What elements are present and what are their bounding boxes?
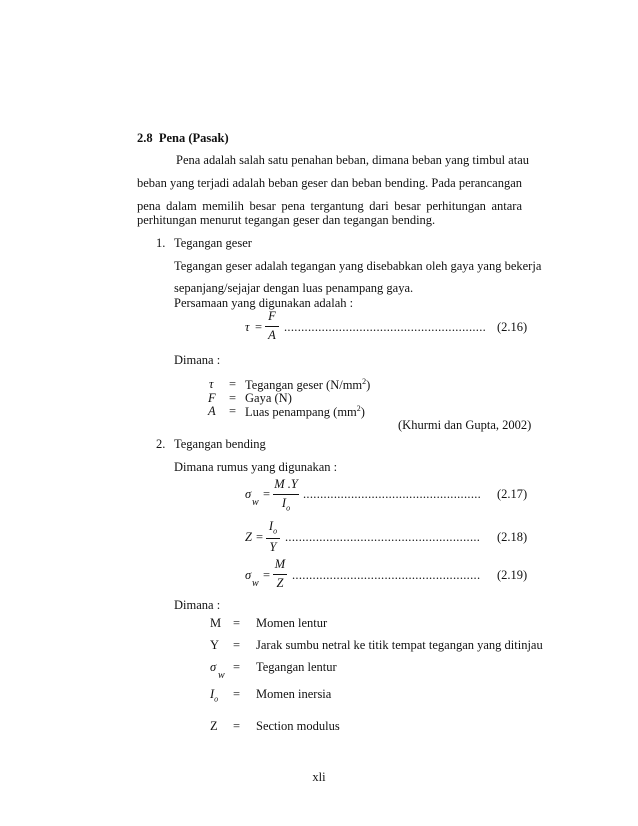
eq18-dots: ......................................................... bbox=[285, 530, 481, 544]
eq16-dots: ........................................................... bbox=[284, 320, 487, 334]
eq19-number: (2.19) bbox=[497, 568, 528, 582]
def-m-text: Momen lentur bbox=[256, 616, 328, 630]
eq17-lhs: σ bbox=[245, 487, 252, 501]
eq18-fraction bbox=[266, 519, 280, 555]
eq18-lhs: Z bbox=[245, 530, 252, 544]
def-io-text: Momen inersia bbox=[256, 687, 332, 701]
def-z-text: Section modulus bbox=[256, 719, 340, 733]
def-z-equals: = bbox=[233, 719, 241, 733]
def-sigma-text: Tegangan lentur bbox=[256, 660, 337, 674]
paragraph-line-4: perhitungan menurut tegangan geser dan tegangan bending. bbox=[137, 213, 436, 227]
eq19-lhs-sub: w bbox=[252, 578, 259, 589]
eq18-denominator: Y bbox=[269, 539, 277, 554]
paragraph-line-3: pena dalam memilih besar pena tergantung dari besar perhitungan antara bbox=[137, 199, 522, 213]
eq17-equals: = bbox=[263, 487, 271, 501]
def-tau-text: Tegangan geser $(N/mm^2)$ bbox=[245, 377, 371, 393]
item-1-title: Tegangan geser bbox=[174, 236, 252, 250]
eq16-denominator: A bbox=[268, 328, 276, 342]
eq19-numerator: M bbox=[274, 557, 286, 571]
def-f-equals: = bbox=[229, 391, 237, 405]
eq16-number: (2.16) bbox=[497, 320, 528, 334]
item-2-title: Tegangan bending bbox=[174, 437, 266, 451]
item-1-intro: Persamaan yang digunakan adalah : bbox=[174, 296, 354, 310]
section-title: Pena (Pasak) bbox=[158, 131, 229, 145]
item-1-where: Dimana : bbox=[174, 353, 221, 367]
item-1-desc-2: sepanjang/sejajar dengan luas penampang gaya. bbox=[174, 281, 414, 295]
item-2-number: 2. bbox=[156, 437, 166, 451]
item-2-intro: Dimana rumus yang digunakan : bbox=[174, 460, 338, 474]
eq17-dots: .................................................... bbox=[303, 487, 482, 501]
eq16-lhs: τ bbox=[245, 320, 250, 334]
eq16-equals: = bbox=[255, 320, 263, 334]
eq19-lhs: σ bbox=[245, 568, 252, 582]
eq19-dots: ....................................................... bbox=[292, 568, 481, 582]
def-y-text: Jarak sumbu netral ke titik tempat tegangan yang ditinjau bbox=[256, 638, 543, 652]
eq17-fraction bbox=[273, 477, 299, 513]
eq18-number: (2.18) bbox=[497, 530, 528, 544]
eq17-denominator: $I_o$ bbox=[281, 496, 291, 513]
def-f-symbol: F bbox=[208, 391, 216, 405]
def-y-equals: = bbox=[233, 638, 241, 652]
eq18-numerator: $I_o$ bbox=[268, 519, 278, 536]
eq17-numerator: M .Y bbox=[274, 477, 298, 491]
def-sigma-equals: = bbox=[233, 660, 241, 674]
def-y-symbol: Y bbox=[210, 638, 220, 652]
eq16-fraction bbox=[265, 309, 279, 343]
def-f-text: Gaya (N) bbox=[245, 391, 292, 405]
def-tau-equals: = bbox=[229, 377, 237, 391]
citation: (Khurmi dan Gupta, 2002) bbox=[398, 418, 532, 432]
eq18-equals: = bbox=[256, 530, 264, 544]
def-a-equals: = bbox=[229, 404, 237, 418]
def-io-equals: = bbox=[233, 687, 241, 701]
def-sigma-symbol: σ bbox=[210, 660, 217, 674]
def-a-text: Luas penampang $(mm^2)$ bbox=[245, 404, 365, 420]
section-number: 2.8 bbox=[137, 131, 153, 145]
item-1-desc-1: Tegangan geser adalah tegangan yang disebabkan oleh gaya yang bekerja bbox=[174, 259, 542, 273]
eq16-numerator: F bbox=[268, 309, 276, 323]
eq17-number: (2.17) bbox=[497, 487, 528, 501]
eq19-fraction bbox=[273, 557, 287, 591]
def-io-symbol: $I_o$ bbox=[210, 687, 219, 704]
section-heading bbox=[137, 131, 229, 146]
paragraph-line-1: Pena adalah salah satu penahan beban, dimana beban yang timbul atau bbox=[176, 153, 529, 167]
item-2-where: Dimana : bbox=[174, 598, 221, 612]
def-tau-symbol: τ bbox=[209, 377, 214, 391]
def-sigma-sub: w bbox=[218, 670, 225, 681]
eq19-equals: = bbox=[263, 568, 271, 582]
page-number: xli bbox=[312, 770, 326, 784]
item-1-number: 1. bbox=[156, 236, 166, 250]
def-a-symbol: A bbox=[208, 404, 216, 418]
def-m-equals: = bbox=[233, 616, 241, 630]
eq17-lhs-sub: w bbox=[252, 497, 259, 508]
eq19-denominator: Z bbox=[276, 576, 284, 590]
paragraph-line-2: beban yang terjadi adalah beban geser dan beban bending. Pada perancangan bbox=[137, 176, 522, 190]
def-z-symbol: Z bbox=[210, 719, 218, 733]
def-m-symbol: M bbox=[210, 616, 222, 630]
